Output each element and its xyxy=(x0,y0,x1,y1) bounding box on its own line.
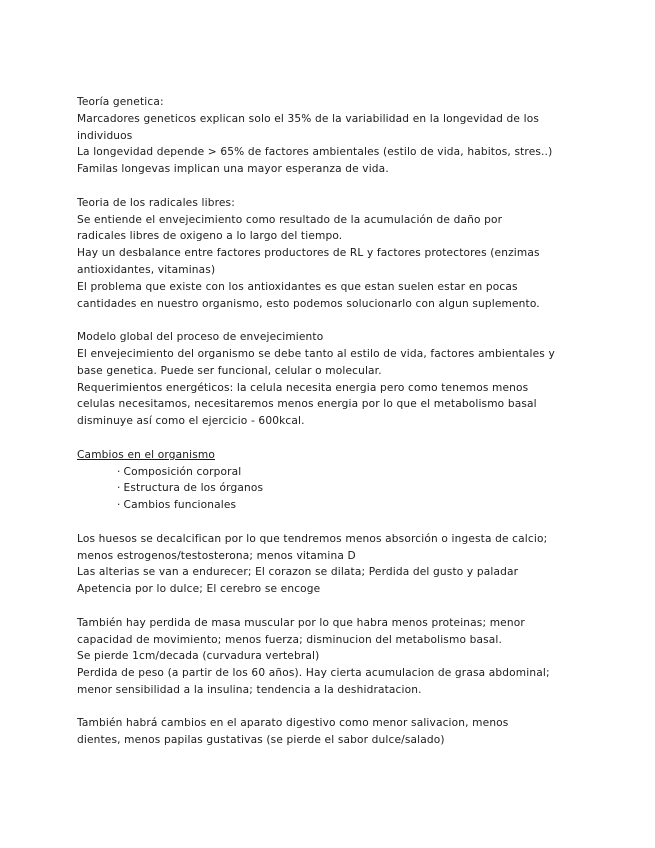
text-line: individuos xyxy=(77,129,133,142)
list-item-label: Composición corporal xyxy=(123,465,242,478)
list-item-label: Estructura de los órganos xyxy=(123,482,264,495)
text-line: radicales libres de oxigeno a lo largo del tiempo. xyxy=(77,230,343,243)
section-teoria-genetica xyxy=(77,94,587,178)
section-modelo-global xyxy=(77,329,587,430)
text-line: dientes, menos papilas gustativas (se pierde el sabor dulce/salado) xyxy=(77,734,445,747)
list-item xyxy=(77,464,587,481)
section-masa-muscular xyxy=(77,615,587,699)
text-line: antioxidantes, vitaminas) xyxy=(77,263,216,276)
list-item xyxy=(77,497,587,514)
text-line: Las alterias se van a endurecer; El corazon se dilata; Perdida del gusto y paladar xyxy=(77,566,519,579)
text-line: base genetica. Puede ser funcional, celular o molecular. xyxy=(77,364,382,377)
text-line: Se entiende el envejecimiento como resultado de la acumulación de daño por xyxy=(77,213,503,226)
text-line: capacidad de movimiento; menos fuerza; disminucion del metabolismo basal. xyxy=(77,633,503,646)
text-line: La longevidad depende > 65% de factores ambientales (estilo de vida, habitos, stres..) xyxy=(77,146,553,159)
list-item xyxy=(77,480,587,497)
text-line: menos estrogenos/testosterona; menos vitamina D xyxy=(77,549,356,562)
text-line: Los huesos se decalcifican por lo que tendremos menos absorción o ingesta de calcio; xyxy=(77,532,548,545)
text-line: Se pierde 1cm/decada (curvadura vertebral) xyxy=(77,650,320,663)
text-line: También hay perdida de masa muscular por lo que habra menos proteinas; menor xyxy=(77,616,525,629)
section-heading: Teoria de los radicales libres: xyxy=(77,196,235,209)
section-heading: Teoría genetica: xyxy=(77,96,164,108)
bullet-marker: · xyxy=(117,482,121,495)
bullet-list xyxy=(77,464,587,514)
text-line: Hay un desbalance entre factores productores de RL y factores protectores (enzimas xyxy=(77,247,540,260)
text-line: El problema que existe con los antioxidantes es que estan suelen estar en pocas xyxy=(77,280,518,293)
bullet-marker: · xyxy=(117,465,121,478)
document-page xyxy=(77,94,587,766)
text-line: disminuye así como el ejercicio - 600kcal. xyxy=(77,415,305,428)
text-line: menor sensibilidad a la insulina; tendencia a la deshidratacion. xyxy=(77,683,422,696)
list-item-label: Cambios funcionales xyxy=(123,499,237,512)
text-line: Requerimientos energéticos: la celula necesita energia pero como tenemos menos xyxy=(77,381,529,394)
section-radicales-libres xyxy=(77,195,587,313)
text-line: También habrá cambios en el aparato digestivo como menor salivacion, menos xyxy=(77,717,509,730)
text-line: El envejecimiento del organismo se debe tanto al estilo de vida, factores ambientales y xyxy=(77,347,555,360)
text-line: celulas necesitamos, necesitaremos menos energia por lo que el metabolismo basal xyxy=(77,398,537,411)
text-line: Marcadores geneticos explican solo el 35% de la variabilidad en la longevidad de los xyxy=(77,112,539,125)
section-aparato-digestivo xyxy=(77,715,587,749)
bullet-marker: · xyxy=(117,499,121,512)
text-line: Perdida de peso (a partir de los 60 años). Hay cierta acumulacion de grasa abdominal; xyxy=(77,667,550,680)
section-huesos xyxy=(77,531,587,598)
text-line: cantidades en nuestro organismo, esto podemos solucionarlo con algun suplemento. xyxy=(77,297,540,310)
text-line: Familas longevas implican una mayor esperanza de vida. xyxy=(77,163,389,176)
section-heading: Modelo global del proceso de envejecimiento xyxy=(77,331,324,344)
section-cambios-organismo xyxy=(77,447,587,514)
text-line: Apetencia por lo dulce; El cerebro se encoge xyxy=(77,583,321,596)
section-heading-underlined: Cambios en el organismo xyxy=(77,448,215,461)
